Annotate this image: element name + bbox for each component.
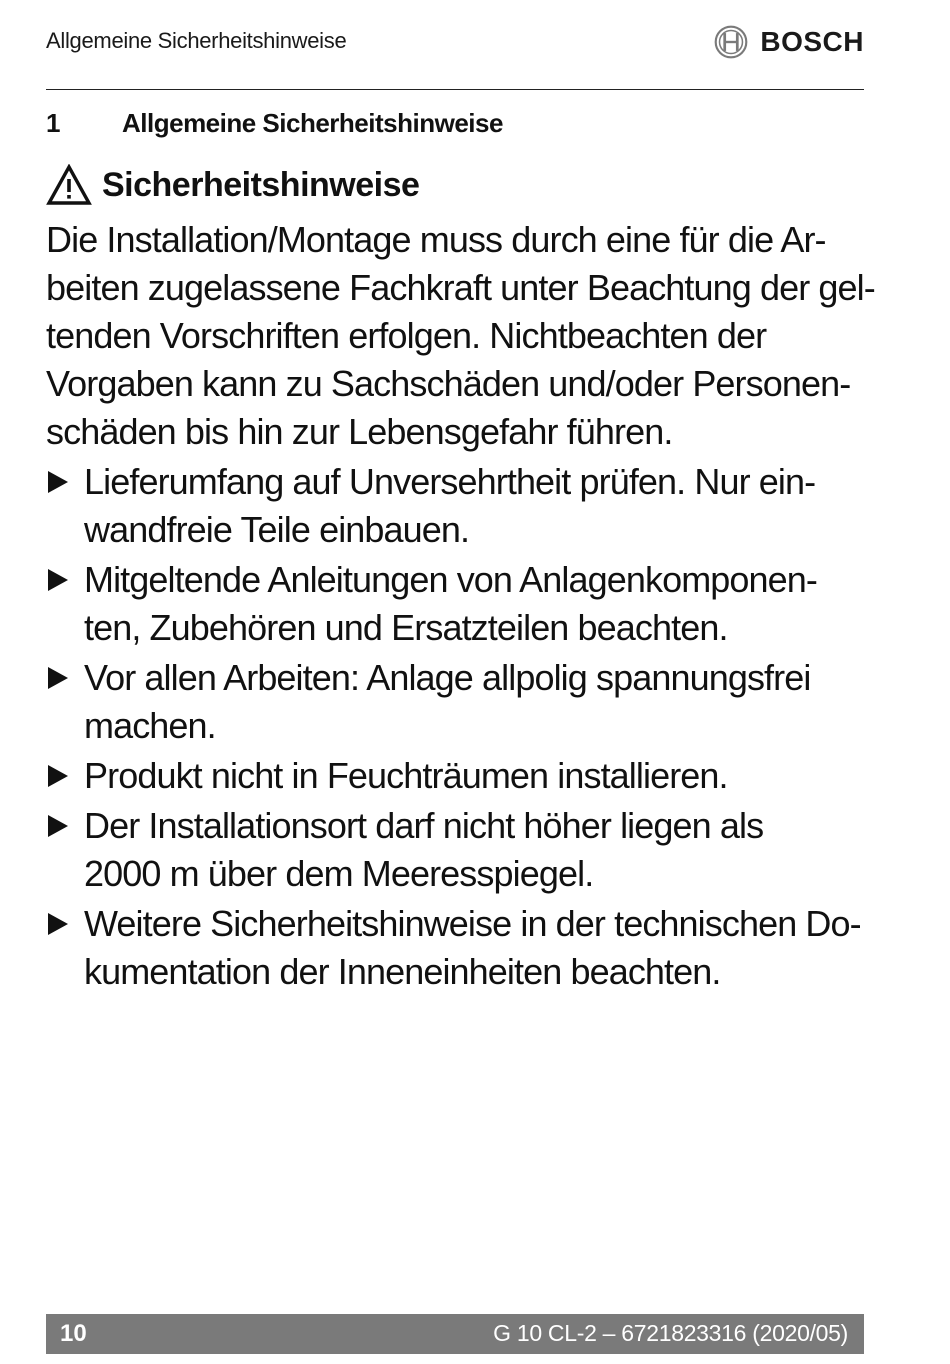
list-item: [46, 458, 866, 554]
list-item: [46, 752, 866, 800]
bullet-arrow-icon: [48, 569, 68, 591]
bullet-arrow-icon: [48, 913, 68, 935]
list-item-line: wandfreie Teile einbauen.: [84, 509, 470, 550]
paragraph-line: schäden bis hin zur Lebensgefahr führen.: [46, 411, 673, 452]
warning-paragraph: [46, 216, 875, 456]
list-item: [46, 654, 866, 750]
list-item-line: 2000 m über dem Meeresspiegel.: [84, 853, 594, 894]
document-reference: G 10 CL-2 – 6721823316 (2020/05): [493, 1320, 848, 1346]
section-title: Allgemeine Sicherheitshinweise: [122, 108, 503, 138]
list-item: [46, 556, 866, 652]
list-item-line: Vor allen Arbeiten: Anlage allpolig spannungsfrei: [84, 657, 811, 698]
list-item-line: Produkt nicht in Feuchträumen installieren.: [84, 755, 728, 796]
running-header-title: Allgemeine Sicherheitshinweise: [46, 28, 347, 53]
section-heading: [46, 108, 503, 139]
warning-heading: [46, 164, 419, 206]
warning-triangle-icon: [46, 164, 92, 206]
bosch-logo-icon: [714, 25, 748, 59]
page-header: [46, 22, 864, 62]
paragraph-line: Vorgaben kann zu Sachschäden und/oder Personen-: [46, 363, 851, 404]
bullet-arrow-icon: [48, 815, 68, 837]
list-item: [46, 900, 866, 996]
list-item-line: Weitere Sicherheitshinweise in der technischen Do-: [84, 903, 861, 944]
bullet-arrow-icon: [48, 765, 68, 787]
page-number: 10: [60, 1320, 87, 1347]
list-item-line: Lieferumfang auf Unversehrtheit prüfen. Nur ein-: [84, 461, 816, 502]
header-divider: [46, 89, 864, 90]
brand-name: BOSCH: [760, 26, 864, 57]
page-footer: [46, 1314, 864, 1354]
list-item-line: ten, Zubehören und Ersatzteilen beachten.: [84, 607, 728, 648]
bullet-arrow-icon: [48, 667, 68, 689]
list-item-line: kumentation der Inneneinheiten beachten.: [84, 951, 721, 992]
warning-title: Sicherheitshinweise: [102, 165, 420, 204]
instruction-list: [46, 458, 866, 998]
paragraph-line: beiten zugelassene Fachkraft unter Beachtung der gel-: [46, 267, 875, 308]
list-item-line: Mitgeltende Anleitungen von Anlagenkomponen-: [84, 559, 817, 600]
brand: [714, 22, 864, 62]
list-item-line: machen.: [84, 705, 216, 746]
list-item-line: Der Installationsort darf nicht höher liegen als: [84, 805, 764, 846]
bullet-arrow-icon: [48, 471, 68, 493]
list-item: [46, 802, 866, 898]
section-number: 1: [46, 108, 60, 138]
paragraph-line: Die Installation/Montage muss durch eine für die Ar-: [46, 219, 826, 260]
paragraph-line: tenden Vorschriften erfolgen. Nichtbeachten der: [46, 315, 767, 356]
